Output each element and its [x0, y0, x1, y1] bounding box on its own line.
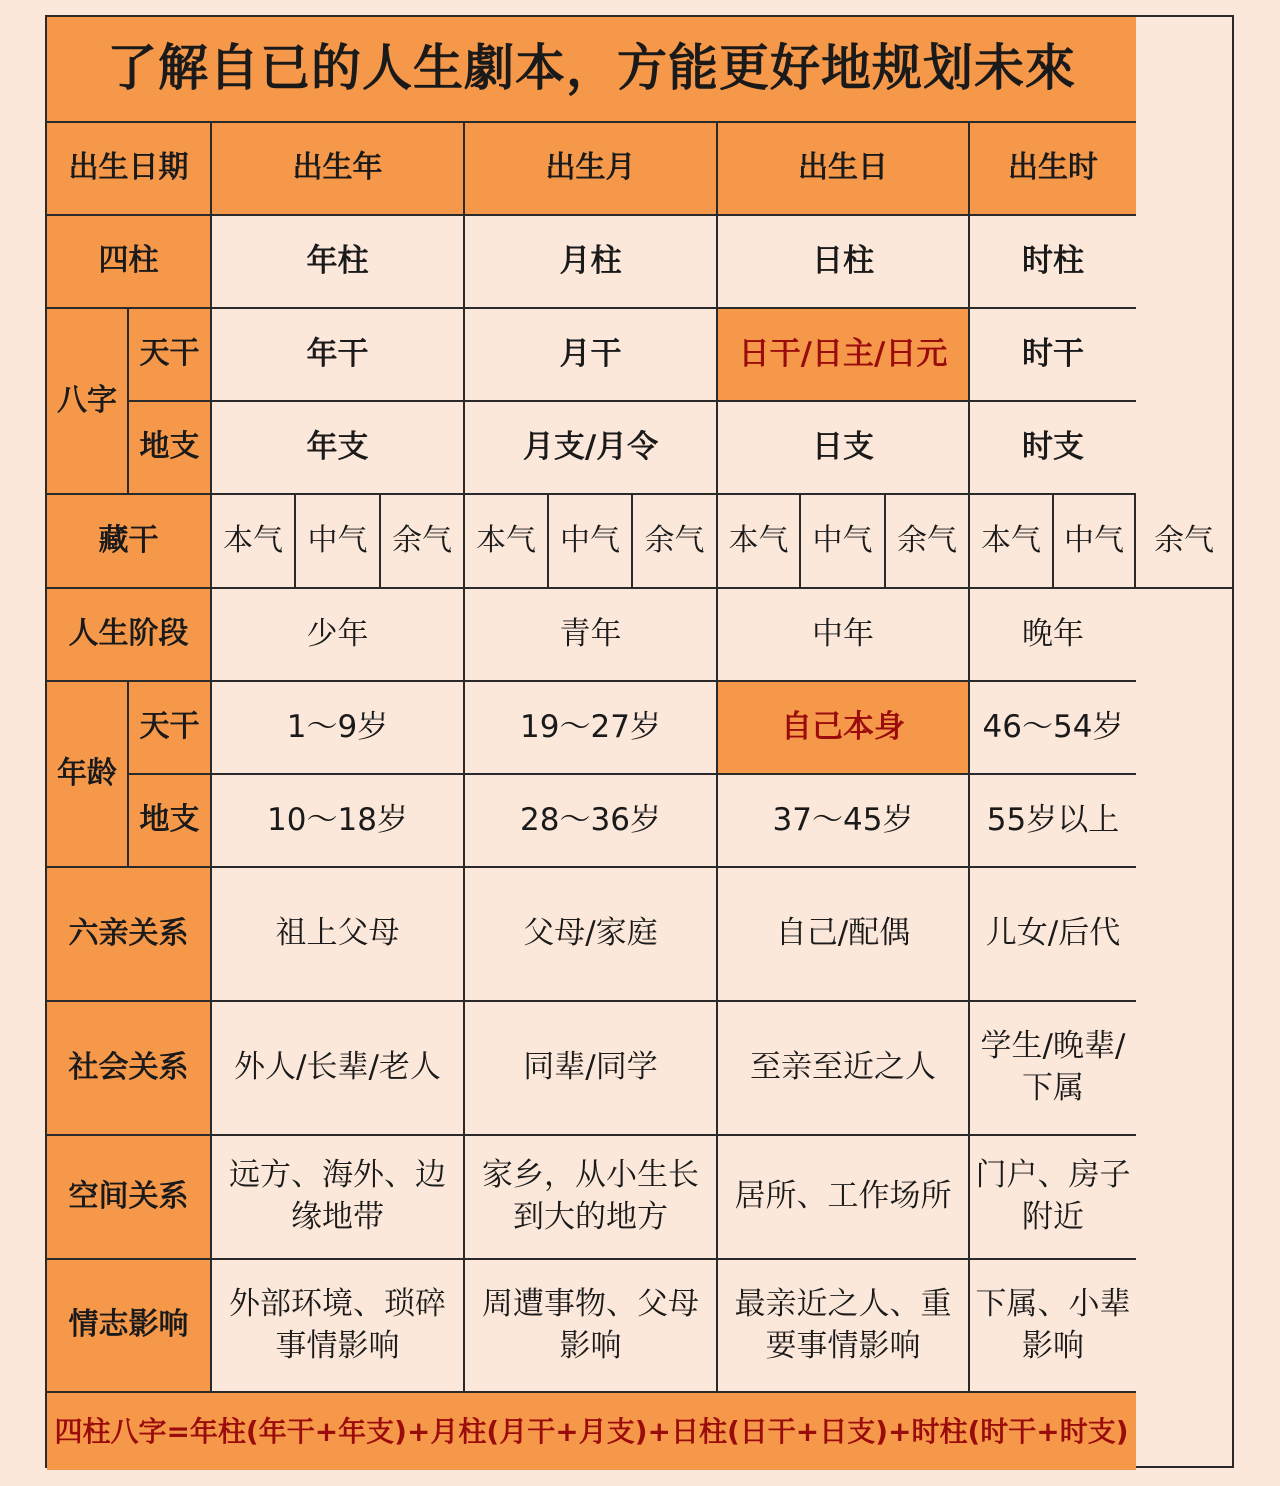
page-title: 了解自已的人生劇本，方能更好地规划未來: [47, 17, 1136, 123]
emotion-month: 周遭事物、父母影响: [465, 1260, 718, 1393]
kinship-day: 自己/配偶: [718, 868, 970, 1002]
row-label-birth-date: 出生日期: [47, 123, 212, 216]
social-month: 同辈/同学: [465, 1002, 718, 1136]
bazi-table: [45, 15, 1234, 1468]
age-dizhi-year: 10～18岁: [212, 775, 465, 868]
age-dizhi-hour: 55岁以上: [970, 775, 1136, 868]
age-dizhi-month: 28～36岁: [465, 775, 718, 868]
dizhi-hour: 时支: [970, 402, 1136, 495]
row-label-pillars: 四柱: [47, 216, 212, 309]
tiangan-year: 年干: [212, 309, 465, 402]
canggan-cell: 余气: [886, 495, 970, 589]
row-label-social: 社会关系: [47, 1002, 212, 1136]
emotion-day: 最亲近之人、重要事情影响: [718, 1260, 970, 1393]
row-label-age: 年龄: [47, 682, 129, 868]
age-tiangan-year: 1～9岁: [212, 682, 465, 775]
space-hour: 门户、房子附近: [970, 1136, 1136, 1260]
row-label-canggan: 藏干: [47, 495, 212, 589]
age-tiangan-day-highlight: 自己本身: [718, 682, 970, 775]
col-header-day: 出生日: [718, 123, 970, 216]
sub-label-tiangan: 天干: [129, 309, 212, 402]
dizhi-day: 日支: [718, 402, 970, 495]
emotion-year: 外部环境、琐碎事情影响: [212, 1260, 465, 1393]
social-day: 至亲至近之人: [718, 1002, 970, 1136]
row-label-emotion: 情志影响: [47, 1260, 212, 1393]
dizhi-year: 年支: [212, 402, 465, 495]
age-tiangan-month: 19～27岁: [465, 682, 718, 775]
tiangan-month: 月干: [465, 309, 718, 402]
pillar-hour: 时柱: [970, 216, 1136, 309]
social-year: 外人/长辈/老人: [212, 1002, 465, 1136]
col-header-month: 出生月: [465, 123, 718, 216]
emotion-hour: 下属、小辈影响: [970, 1260, 1136, 1393]
canggan-cell: 余气: [1136, 495, 1232, 589]
canggan-cell: 中气: [1054, 495, 1136, 589]
space-month: 家乡，从小生长到大的地方: [465, 1136, 718, 1260]
social-hour: 学生/晚辈/下属: [970, 1002, 1136, 1136]
footer-formula: 四柱八字=年柱(年干+年支)+月柱(月干+月支)+日柱(日干+日支)+时柱(时干+时支): [47, 1393, 1136, 1470]
pillar-year: 年柱: [212, 216, 465, 309]
kinship-hour: 儿女/后代: [970, 868, 1136, 1002]
canggan-cell: 本气: [212, 495, 296, 589]
tiangan-day-highlight: 日干/日主/日元: [718, 309, 970, 402]
canggan-cell: 中气: [549, 495, 633, 589]
stage-year: 少年: [212, 589, 465, 682]
canggan-cell: 余气: [381, 495, 465, 589]
canggan-cell: 中气: [296, 495, 381, 589]
canggan-cell: 本气: [718, 495, 801, 589]
row-label-stage: 人生阶段: [47, 589, 212, 682]
canggan-cell: 余气: [633, 495, 718, 589]
canggan-cell: 中气: [801, 495, 886, 589]
age-tiangan-hour: 46～54岁: [970, 682, 1136, 775]
canggan-cell: 本气: [970, 495, 1054, 589]
stage-month: 青年: [465, 589, 718, 682]
sub-label-dizhi: 地支: [129, 402, 212, 495]
canggan-cell: 本气: [465, 495, 549, 589]
age-dizhi-day: 37～45岁: [718, 775, 970, 868]
col-header-hour: 出生时: [970, 123, 1136, 216]
pillar-day: 日柱: [718, 216, 970, 309]
row-label-kinship: 六亲关系: [47, 868, 212, 1002]
col-header-year: 出生年: [212, 123, 465, 216]
dizhi-month: 月支/月令: [465, 402, 718, 495]
kinship-month: 父母/家庭: [465, 868, 718, 1002]
stage-day: 中年: [718, 589, 970, 682]
row-label-space: 空间关系: [47, 1136, 212, 1260]
stage-hour: 晚年: [970, 589, 1136, 682]
space-year: 远方、海外、边缘地带: [212, 1136, 465, 1260]
space-day: 居所、工作场所: [718, 1136, 970, 1260]
sub-label-age-dizhi: 地支: [129, 775, 212, 868]
pillar-month: 月柱: [465, 216, 718, 309]
kinship-year: 祖上父母: [212, 868, 465, 1002]
sub-label-age-tiangan: 天干: [129, 682, 212, 775]
tiangan-hour: 时干: [970, 309, 1136, 402]
row-label-bazi: 八字: [47, 309, 129, 495]
